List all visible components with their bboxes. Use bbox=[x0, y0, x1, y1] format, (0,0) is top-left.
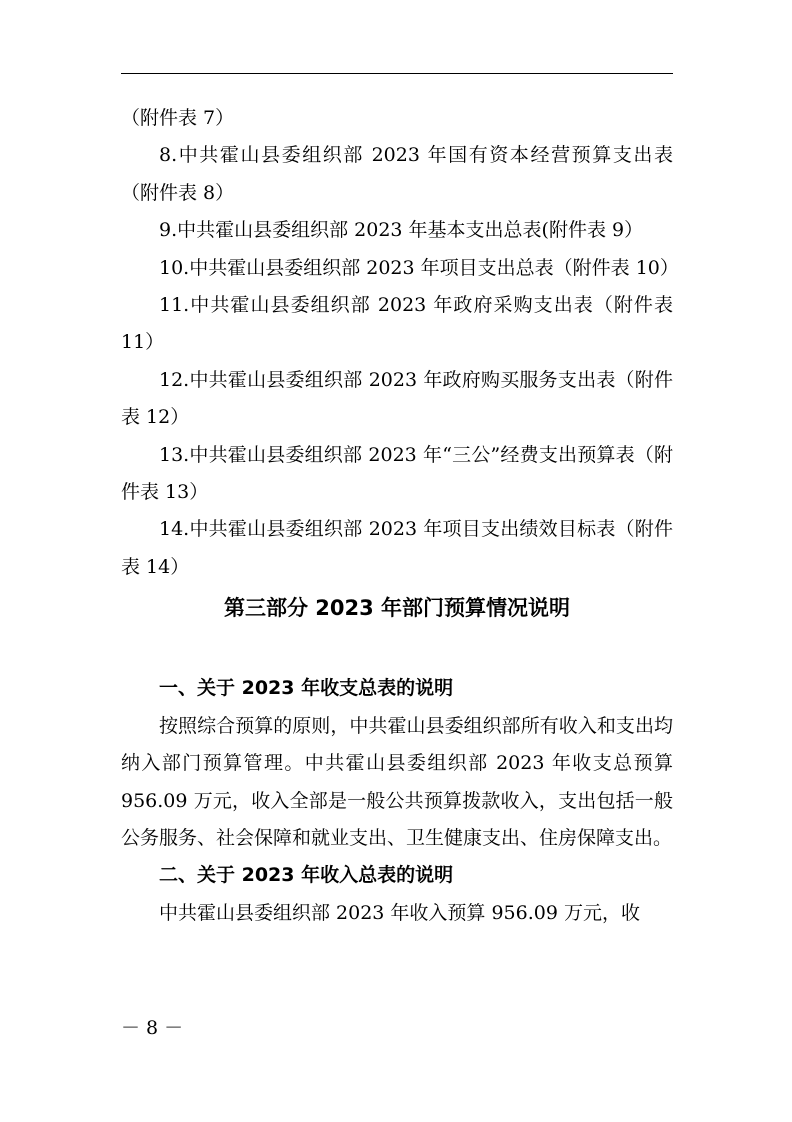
list-item-14: 14.中共霍山县委组织部 2023 年项目支出绩效目标表（附件表 14） bbox=[121, 518, 673, 578]
section-heading-1: 一、关于 2023 年收支总表的说明 bbox=[159, 677, 454, 700]
section-body-2: 中共霍山县委组织部 2023 年收入预算 956.09 万元，收 bbox=[159, 901, 640, 924]
list-item-12: 12.中共霍山县委组织部 2023 年政府购买服务支出表（附件表 12） bbox=[121, 368, 673, 429]
document-body bbox=[121, 100, 679, 932]
list-item-13: 13.中共霍山县委组织部 2023 年“三公”经费支出预算表（附件表 13） bbox=[121, 443, 673, 504]
part-title: 第三部分 2023 年部门预算情况说明 bbox=[223, 596, 571, 621]
list-item-9: 9.中共霍山县委组织部 2023 年基本支出总表(附件表 9） bbox=[159, 219, 644, 242]
list-item-8: 8.中共霍山县委组织部 2023 年国有资本经营预算支出表（附件表 8） bbox=[121, 144, 673, 204]
section-body-1: 按照综合预算的原则，中共霍山县委组织部所有收入和支出均纳入部门预算管理。中共霍山县委组织部 2023 年收支总预算 956.09 万元，收入全部是一般公共预算拨款收入，支出包括一般公务服务、社会保障和就业支出、卫生健康支出、住房保障支出。 bbox=[121, 714, 673, 849]
page-number: － 8 － bbox=[121, 1017, 184, 1039]
list-item-11: 11.中共霍山县委组织部 2023 年政府采购支出表（附件表 11） bbox=[121, 294, 673, 354]
header-rule bbox=[121, 73, 673, 74]
list-item-10: 10.中共霍山县委组织部 2023 年项目支出总表（附件表 10） bbox=[159, 256, 679, 279]
section-heading-2: 二、关于 2023 年收入总表的说明 bbox=[159, 864, 454, 887]
paragraph-attachment-7-tail: （附件表 7） bbox=[121, 107, 235, 129]
